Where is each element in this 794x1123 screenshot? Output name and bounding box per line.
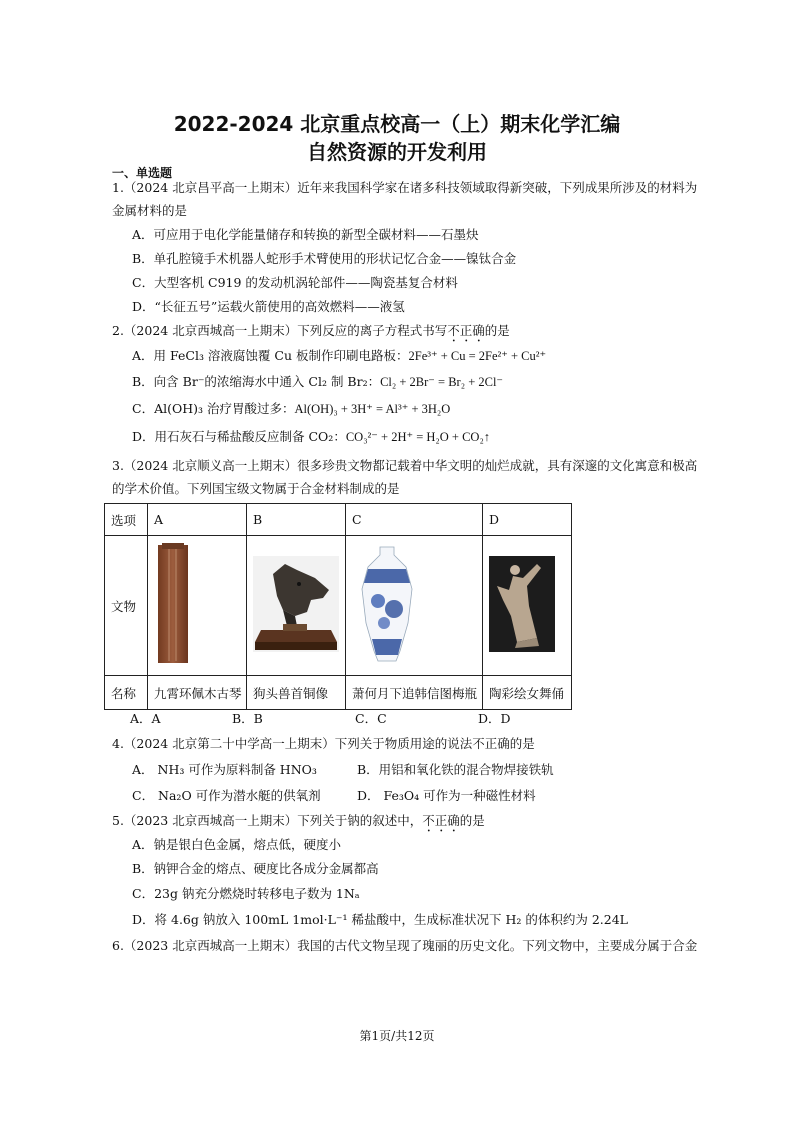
q5-stem bbox=[112, 813, 485, 835]
table-header-cell: 选项 bbox=[105, 504, 148, 536]
q1-stem-line2: 金属材料的是 bbox=[112, 203, 188, 218]
q5-option-b: B．钠钾合金的熔点、硬度比各成分金属都高 bbox=[132, 861, 379, 876]
q2-option-c-equation: Al(OH)₃ + 3H⁺ = Al³⁺ + 3H₂O bbox=[294, 402, 451, 416]
q2-option-c-text: C．Al(OH)₃ 治疗胃酸过多： bbox=[132, 401, 295, 416]
artifact-name: 萧何月下追韩信图梅瓶 bbox=[346, 676, 483, 710]
q2-option-b-text: B．向含 Br⁻的浓缩海水中通入 Cl₂ 制 Br₂： bbox=[132, 374, 381, 389]
bronze-dog-head-image bbox=[253, 556, 339, 652]
q5-option-c: C．23g 钠充分燃烧时转移电子数为 1Nₐ bbox=[132, 886, 360, 901]
table-header-cell: A bbox=[148, 504, 247, 536]
q4-option-c: C． Na₂O 可作为潜水艇的供氧剂 bbox=[132, 788, 321, 803]
q2-option-b-equation: Cl₂ + 2Br⁻ = Br₂ + 2Cl⁻ bbox=[380, 375, 504, 389]
q3-stem-line1: 3.（2024 北京顺义高一上期末）很多珍贵文物都记载着中华文明的灿烂成就，具有深邃的文化寓意和极高 bbox=[112, 458, 698, 473]
q3-answer-a: A．A bbox=[130, 711, 161, 726]
table-header-cell: D bbox=[483, 504, 572, 536]
q2-stem-prefix: 2.（2024 北京西城高一上期末）下列反应的离子方程式书写 bbox=[112, 323, 448, 338]
q5-option-a: A．钠是银白色金属，熔点低，硬度小 bbox=[132, 837, 342, 852]
q2-option-d bbox=[132, 429, 490, 445]
q3-answer-c: C．C bbox=[355, 711, 387, 726]
q2-option-a-text: A．用 FeCl₃ 溶液腐蚀覆 Cu 板制作印刷电路板： bbox=[132, 348, 409, 363]
document-title: 2022-2024 北京重点校高一（上）期末化学汇编 bbox=[173, 112, 621, 136]
q1-stem-line1: 1.（2024 北京昌平高一上期末）近年来我国科学家在诸多科技领域取得新突破，下列成果所涉及的材料为 bbox=[112, 180, 698, 195]
q5-option-d: D．将 4.6g 钠放入 100mL 1mol·L⁻¹ 稀盐酸中，生成标准状况下 H₂ 的体积约为 2.24L bbox=[132, 912, 628, 927]
table-image-row bbox=[105, 536, 572, 676]
q1-option-c: C．大型客机 C919 的发动机涡轮部件——陶瓷基复合材料 bbox=[132, 275, 458, 290]
artifact-a-cell bbox=[148, 536, 247, 676]
table-row-label: 名称 bbox=[105, 676, 148, 710]
artifact-name: 九霄环佩木古琴 bbox=[148, 676, 247, 710]
q4-stem: 4.（2024 北京第二十中学高一上期末）下列关于物质用途的说法不正确的是 bbox=[112, 736, 535, 751]
q4-option-a: A． NH₃ 可作为原料制备 HNO₃ bbox=[132, 762, 317, 777]
q2-option-a bbox=[132, 348, 546, 364]
artifact-c-cell bbox=[346, 536, 483, 676]
q5-stem-emphasis: 不正确 bbox=[422, 813, 460, 828]
artifact-name: 狗头兽首铜像 bbox=[247, 676, 346, 710]
artifact-d-cell bbox=[483, 536, 572, 676]
q4-option-b: B．用铝和氧化铁的混合物焊接铁轨 bbox=[357, 762, 554, 777]
q3-answer-b: B．B bbox=[232, 711, 263, 726]
q2-option-d-text: D．用石灰石与稀盐酸反应制备 CO₂： bbox=[132, 429, 346, 444]
q5-stem-prefix: 5.（2023 北京西城高一上期末）下列关于钠的叙述中， bbox=[112, 813, 423, 828]
page-number: 第1页/共12页 bbox=[359, 1029, 435, 1043]
table-header-cell: B bbox=[247, 504, 346, 536]
artifact-table bbox=[104, 503, 572, 710]
q2-stem bbox=[112, 323, 510, 345]
q1-option-d: D．“长征五号”运载火箭使用的高效燃料——液氢 bbox=[132, 299, 405, 314]
q2-option-c bbox=[132, 401, 450, 417]
table-header-cell: C bbox=[346, 504, 483, 536]
section-heading: 一、单选题 bbox=[112, 166, 173, 180]
table-row-label: 文物 bbox=[105, 536, 148, 676]
q2-option-a-equation: 2Fe³⁺ + Cu = 2Fe²⁺ + Cu²⁺ bbox=[408, 349, 547, 363]
q1-option-b: B．单孔腔镜手术机器人蛇形手术臂使用的形状记忆合金——镍钛合金 bbox=[132, 251, 517, 266]
guqin-image bbox=[154, 541, 194, 667]
q2-option-d-equation: CO₃²⁻ + 2H⁺ = H₂O + CO₂↑ bbox=[345, 430, 491, 444]
q3-stem-line2: 的学术价值。下列国宝级文物属于合金材料制成的是 bbox=[112, 481, 400, 496]
q1-option-a: A．可应用于电化学能量储存和转换的新型全碳材料——石墨炔 bbox=[132, 227, 479, 242]
q2-option-b bbox=[132, 374, 503, 390]
table-name-row bbox=[105, 676, 572, 710]
artifact-b-cell bbox=[247, 536, 346, 676]
table-header-row bbox=[105, 504, 572, 536]
q2-stem-suffix: 的是 bbox=[484, 323, 510, 338]
q2-stem-emphasis: 不正确 bbox=[447, 323, 485, 338]
q4-option-d: D． Fe₃O₄ 可作为一种磁性材料 bbox=[357, 788, 536, 803]
q6-stem: 6.（2023 北京西城高一上期末）我国的古代文物呈现了瑰丽的历史文化。下列文物中，主要成分属于合金 bbox=[112, 938, 698, 953]
q3-answer-d: D．D bbox=[478, 711, 511, 726]
dancer-figurine-image bbox=[489, 556, 555, 652]
artifact-name: 陶彩绘女舞俑 bbox=[483, 676, 572, 710]
document-subtitle: 自然资源的开发利用 bbox=[307, 140, 487, 164]
meiping-vase-image bbox=[356, 543, 418, 665]
q5-stem-suffix: 的是 bbox=[459, 813, 485, 828]
